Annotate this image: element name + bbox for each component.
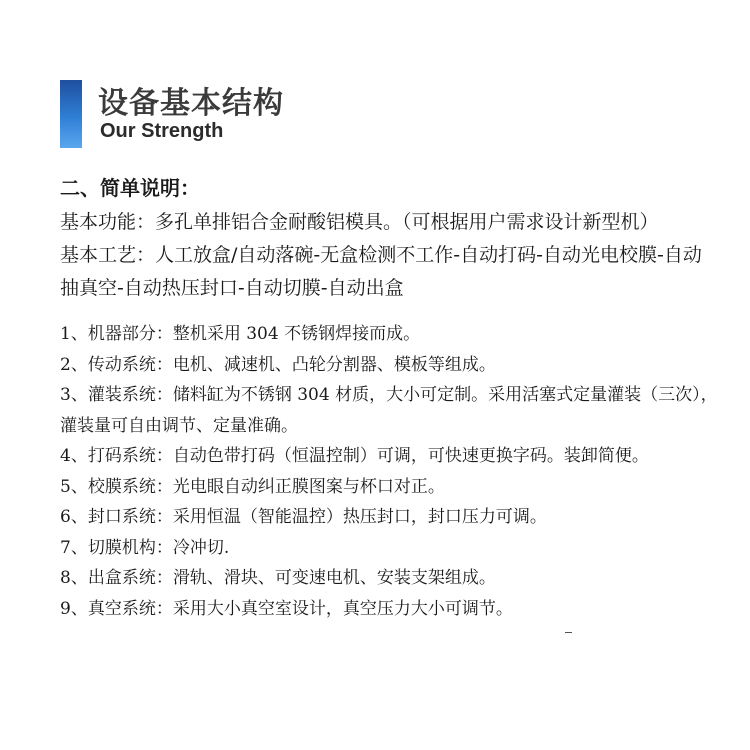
spec-item-transmission: 2、传动系统：电机、减速机、凸轮分割器、模板等组成。 (60, 354, 496, 375)
spec-item-machine: 1、机器部分：整机采用 304 不锈钢焊接而成。 (60, 324, 421, 344)
basic-process-text: 基本工艺：人工放盒/自动落碗-无盒检测不工作-自动打码-自动光电校膜-自动抽真空-自动热压封口-自动切膜-自动出盒 (60, 244, 702, 299)
spec-item-coding: 4、打码系统：自动色带打码（恒温控制）可调，可快速更换字码。装卸简便。 (60, 446, 649, 466)
spec-item-film-alignment: 5、校膜系统：光电眼自动纠正膜图案与杯口对正。 (60, 476, 445, 497)
section-heading: 二、简单说明： (60, 176, 200, 200)
basic-function-text: 基本功能：多孔单排铝合金耐酸铝模具。（可根据用户需求设计新型机） (60, 211, 659, 233)
spec-list (60, 319, 725, 624)
page-title: 设备基本结构 (98, 86, 284, 121)
intro-block (60, 206, 720, 305)
spec-item-sealing: 6、封口系统：采用恒温（智能温控）热压封口，封口压力可调。 (60, 507, 547, 527)
spec-item-film-cutting: 7、切膜机构：冷冲切. (60, 537, 230, 558)
stray-dash-mark (565, 632, 572, 633)
spec-item-filling: 3、灌装系统：储料缸为不锈钢 304 材质，大小可定制。采用活塞式定量灌装（三次），灌装量可自由调节、定量准确。 (60, 385, 718, 436)
page-subtitle: Our Strength (100, 120, 224, 142)
spec-item-output: 8、出盒系统：滑轨、滑块、可变速电机、安装支架组成。 (60, 568, 496, 588)
title-accent-bar (60, 80, 82, 148)
spec-item-vacuum: 9、真空系统：采用大小真空室设计，真空压力大小可调节。 (60, 598, 513, 619)
